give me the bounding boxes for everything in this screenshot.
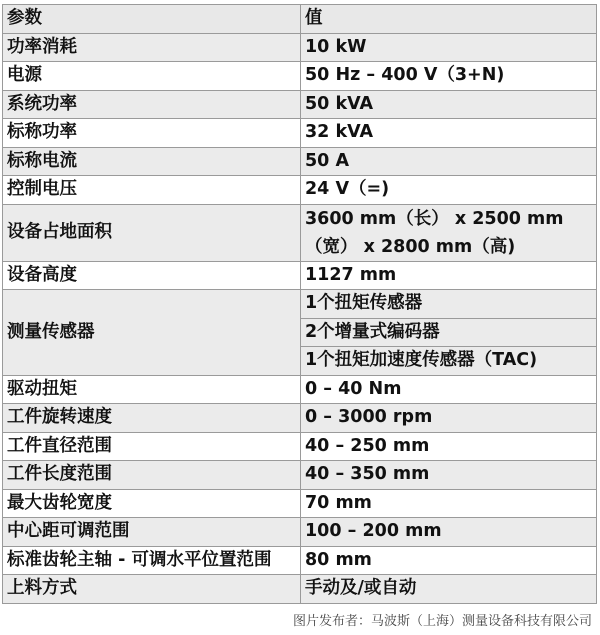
row-value: 80 mm [301,546,597,575]
row-param: 设备高度 [3,261,301,290]
row-param: 驱动扭矩 [3,375,301,404]
row-param: 电源 [3,62,301,91]
row-value: 0 – 40 Nm [301,375,597,404]
table-header-row [3,5,597,34]
row-value: 0 – 3000 rpm [301,404,597,433]
row-param: 设备占地面积 [3,204,301,261]
row-param: 系统功率 [3,90,301,119]
row-value-line1: 3600 mm（长） x 2500 mm [305,208,564,229]
image-credit: 图片发布者：马波斯（上海）测量设备科技有限公司 [292,614,592,629]
row-value: 40 – 250 mm [301,432,597,461]
table-row [3,575,597,604]
table-row [3,62,597,91]
table-row [3,461,597,490]
spec-table [2,4,597,604]
row-param: 控制电压 [3,176,301,205]
row-value: 50 A [301,147,597,176]
row-value-line2: （宽） x 2800 mm（高) [305,236,516,257]
table-row [3,290,597,319]
row-param: 功率消耗 [3,33,301,62]
row-param: 工件旋转速度 [3,404,301,433]
row-param: 工件直径范围 [3,432,301,461]
table-row [3,147,597,176]
table-row [3,176,597,205]
row-param: 测量传感器 [3,290,301,376]
table-row [3,119,597,148]
row-param: 标准齿轮主轴 - 可调水平位置范围 [3,546,301,575]
row-value: 40 – 350 mm [301,461,597,490]
table-row [3,90,597,119]
row-value: 10 kW [301,33,597,62]
row-value: 1个扭矩加速度传感器（TAC) [301,347,597,376]
row-value: 24 V（=) [301,176,597,205]
table-row [3,404,597,433]
row-value: 1127 mm [301,261,597,290]
row-param: 标称电流 [3,147,301,176]
table-row [3,518,597,547]
row-param: 中心距可调范围 [3,518,301,547]
row-param: 最大齿轮宽度 [3,489,301,518]
row-value: 50 kVA [301,90,597,119]
table-row [3,204,597,261]
table-row [3,33,597,62]
row-value: 70 mm [301,489,597,518]
header-value: 值 [301,5,597,34]
row-value: 1个扭矩传感器 [301,290,597,319]
row-value: 手动及/或自动 [301,575,597,604]
row-value: 2个增量式编码器 [301,318,597,347]
table-row [3,546,597,575]
table-row [3,432,597,461]
row-param: 标称功率 [3,119,301,148]
table-row [3,261,597,290]
row-value: 100 – 200 mm [301,518,597,547]
row-value: 32 kVA [301,119,597,148]
row-param: 上料方式 [3,575,301,604]
header-param: 参数 [3,5,301,34]
table-row [3,375,597,404]
row-value [301,204,597,261]
row-param: 工件长度范围 [3,461,301,490]
table-row [3,489,597,518]
row-value: 50 Hz – 400 V（3+N) [301,62,597,91]
